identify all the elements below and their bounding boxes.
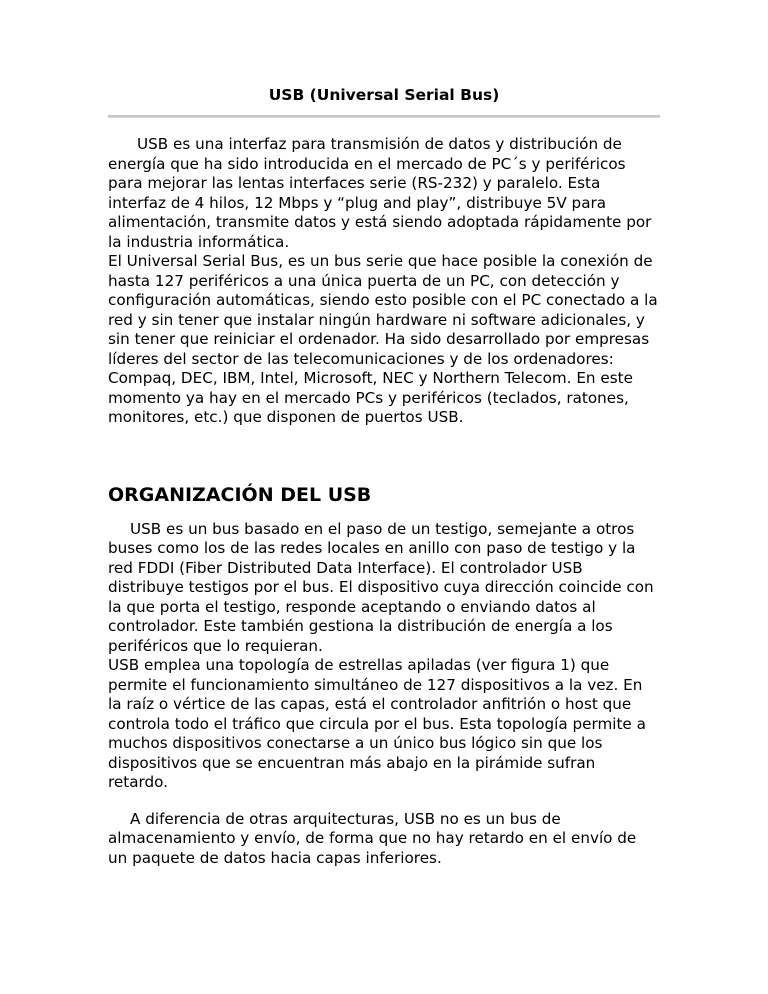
document-page <box>108 0 660 868</box>
topology-paragraph: USB emplea una topología de estrellas apiladas (ver figura 1) que permite el funcionamiento simultáneo de 127 dispositivos a la vez. En la raíz o vértice de las capas, está el controlador anfitrión o host que controla todo el tráfico que circula por el bus. Esta topología permite a muchos dispositivos conectarse a un único bus lógico sin que los dispositivos que se encuentran más abajo en la pirámide sufran retardo. <box>108 656 646 791</box>
document-title: USB (Universal Serial Bus) <box>268 86 500 104</box>
section-heading-organizacion: ORGANIZACIÓN DEL USB <box>108 483 372 506</box>
title-divider <box>108 115 660 118</box>
intro-paragraph: USB es una interfaz para transmisión de datos y distribución de energía que ha sido introducida en el mercado de PC´s y periféricos para mejorar las lentas interfaces serie (RS-232) y paralelo. Esta interfaz de 4 hilos, 12 Mbps y “plug and play”, distribuye 5V para alimentación, transmite datos y está siendo adoptada rápidamente por la industria informática. <box>108 135 652 251</box>
token-bus-paragraph: USB es un bus basado en el paso de un testigo, semejante a otros buses como los de las redes locales en anillo con paso de testigo y la red FDDI (Fiber Distributed Data Interface). El controlador USB distribuye testigos por el bus. El dispositivo cuya dirección coincide con la que porta el testigo, responde aceptando o enviando datos al controlador. Este también gestiona la distribución de energía a los periféricos que lo requieran. <box>108 519 654 655</box>
universal-serial-bus-paragraph: El Universal Serial Bus, es un bus serie que hace posible la conexión de hasta 127 periféricos a una única puerta de un PC, con detección y configuración automáticas, siendo esto posible con el PC conectado a la red y sin tener que instalar ningún hardware ni software adicionales, y sin tener que reiniciar el ordenador. Ha sido desarrollado por empresas líderes del sector de las telecomunicaciones y de los ordenadores: Compaq, DEC, IBM, Intel, Microsoft, NEC y Northern Telecom. En este momento ya hay en el mercado PCs y periféricos (teclados, ratones, monitores, etc.) que disponen de puertos USB. <box>108 252 658 426</box>
store-and-forward-paragraph: A diferencia de otras arquitecturas, USB no es un bus de almacenamiento y envío, de forma que no hay retardo en el envío de un paquete de datos hacia capas inferiores. <box>108 809 637 867</box>
